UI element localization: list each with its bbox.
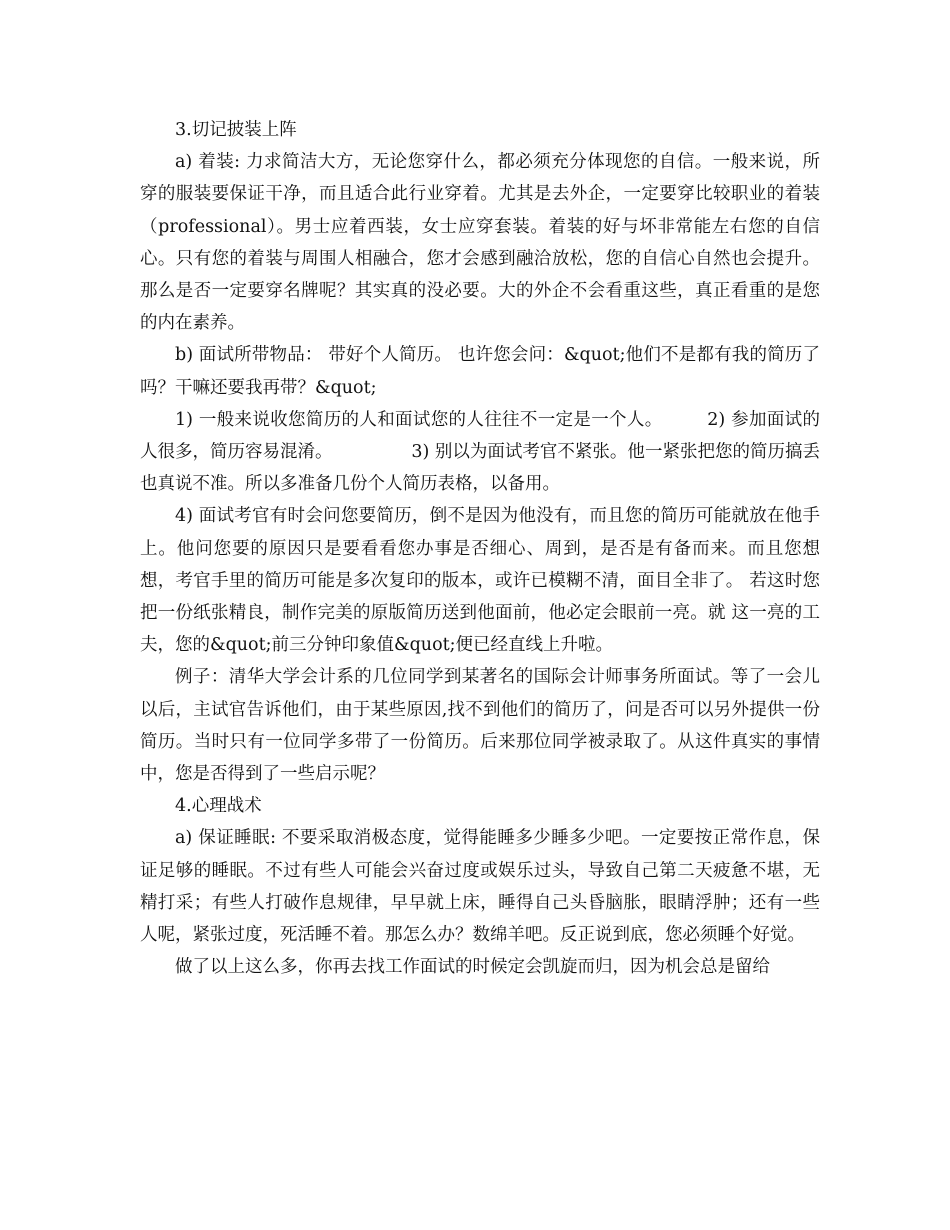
paragraph-example: 例子：清华大学会计系的几位同学到某著名的国际会计师事务所面试。等了一会儿以后，主试官告诉他们，由于某些原因,找不到他们的简历了，问是否可以另外提供一份简历。当时只有一位同学多带了一份简历。后来那位同学被录取了。从这件真实的事情中，您是否得到了一些启示呢？ — [140, 667, 820, 785]
paragraph-resume-request: 4) 面试考官有时会问您要简历，倒不是因为他没有，而且您的简历可能就放在他手上。他问您要的原因只是要看看您办事是否细心、周到，是否是有备而来。而且您想想，考官手里的简历可能是多次复印的版本，或许已模糊不清，面目全非了。 若这时您把一份纸张精良，制作完美的原版简历送到他面前，他必定会眼前一亮。就 这一亮的工夫，您的&quot;前三分钟印象值&quot;便已经直线上升啦。 — [140, 506, 820, 656]
paragraph-conclusion: 做了以上这么多，你再去找工作面试的时候定会凯旋而归，因为机会总是留给 — [175, 957, 770, 978]
document-body — [140, 114, 820, 983]
section-heading-psychology: 4.心理战术 — [175, 796, 262, 817]
section-heading-dress: 3.切记披装上阵 — [175, 120, 297, 140]
paragraph-attire: a) 着装: 力求简洁大方，无论您穿什么，都必须充分体现您的自信。一般来说，所穿的服装要保证干净，而且适合此行业穿着。尤其是去外企，一定要穿比较职业的着装（professional）。男士应着西装，女士应穿套装。着装的好与坏非常能左右您的自信心。只有您的着装与周围人相融合，您才会感到融洽放松，您的自信心自然也会提升。那么是否一定要穿名牌呢？其实真的没必要。大的外企不会看重这些，真正看重的是您的内在素养。 — [140, 152, 820, 334]
paragraph-sleep: a) 保证睡眠: 不要采取消极态度，觉得能睡多少睡多少吧。一定要按正常作息，保证足够的睡眠。不过有些人可能会兴奋过度或娱乐过头，导致自己第二天疲惫不堪，无精打采；有些人打破作息规律，早早就上床，睡得自己头昏脑胀，眼睛浮肿；还有一些人呢，紧张过度，死活睡不着。那怎么办？数绵羊吧。反正说到底，您必须睡个好觉。 — [140, 828, 820, 946]
paragraph-items-to-bring: b) 面试所带物品： 带好个人简历。 也许您会问：&quot;他们不是都有我的简历了吗？干嘛还要我再带？&quot; — [140, 345, 820, 398]
paragraph-resume-reasons: 1) 一般来说收您简历的人和面试您的人往往不一定是一个人。 2) 参加面试的人很多，简历容易混淆。 3) 别以为面试考官不紧张。他一紧张把您的简历搞丢也真说不准。所以多准备几份个人简历表格，以备用。 — [140, 409, 820, 495]
